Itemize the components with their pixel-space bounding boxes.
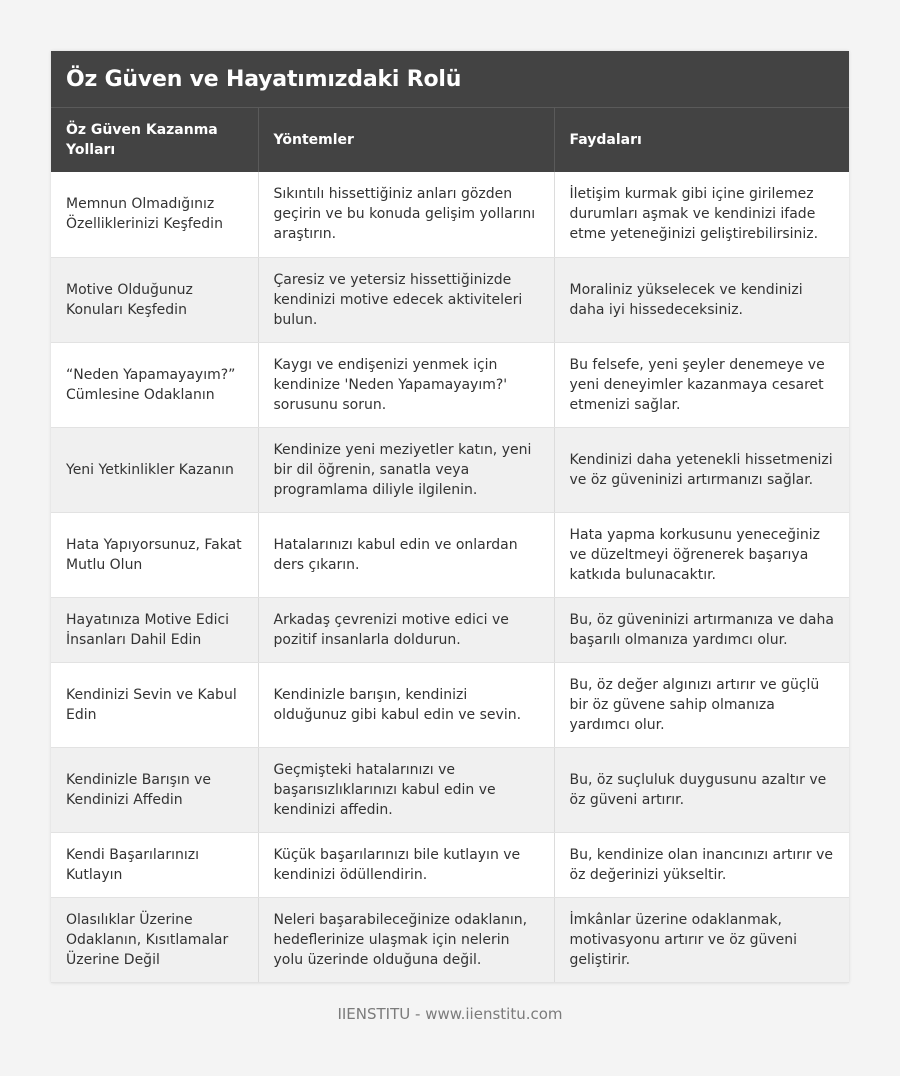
table-cell: Hatalarınızı kabul edin ve onlardan ders çıkarın. xyxy=(258,512,554,597)
data-table xyxy=(51,108,849,983)
table-cell: Sıkıntılı hissettiğiniz anları gözden geçirin ve bu konuda gelişim yollarını araştırın. xyxy=(258,172,554,257)
table-cell: Kendinizle Barışın ve Kendinizi Affedin xyxy=(51,747,258,832)
table-cell: Arkadaş çevrenizi motive edici ve pozitif insanlarla doldurun. xyxy=(258,597,554,662)
table-cell: Küçük başarılarınızı bile kutlayın ve kendinizi ödüllendirin. xyxy=(258,832,554,897)
table-row xyxy=(51,597,849,662)
table-cell: Moraliniz yükselecek ve kendinizi daha iyi hissedeceksiniz. xyxy=(554,257,849,342)
table-row xyxy=(51,427,849,512)
header-row xyxy=(51,108,849,172)
column-header-ways: Öz Güven Kazanma Yolları xyxy=(51,108,258,172)
table-row xyxy=(51,897,849,982)
table-row xyxy=(51,172,849,257)
table-cell: Çaresiz ve yetersiz hissettiğinizde kendinizi motive edecek aktiviteleri bulun. xyxy=(258,257,554,342)
table-cell: Geçmişteki hatalarınızı ve başarısızlıklarınızı kabul edin ve kendinizi affedin. xyxy=(258,747,554,832)
table-row xyxy=(51,342,849,427)
table-cell: Bu, öz değer algınızı artırır ve güçlü bir öz güvene sahip olmanıza yardımcı olur. xyxy=(554,662,849,747)
table-cell: Kendinizi daha yetenekli hissetmenizi ve öz güveninizi artırmanızı sağlar. xyxy=(554,427,849,512)
table-cell: Bu, öz güveninizi artırmanıza ve daha başarılı olmanıza yardımcı olur. xyxy=(554,597,849,662)
table-cell: Olasılıklar Üzerine Odaklanın, Kısıtlamalar Üzerine Değil xyxy=(51,897,258,982)
table-row xyxy=(51,747,849,832)
table-title: Öz Güven ve Hayatımızdaki Rolü xyxy=(66,66,462,92)
table-cell: Motive Olduğunuz Konuları Keşfedin xyxy=(51,257,258,342)
footer-credit: IIENSTITU - www.iienstitu.com xyxy=(337,1005,563,1023)
table-cell: Hata Yapıyorsunuz, Fakat Mutlu Olun xyxy=(51,512,258,597)
table-cell: Yeni Yetkinlikler Kazanın xyxy=(51,427,258,512)
table-cell: Bu, öz suçluluk duygusunu azaltır ve öz güveni artırır. xyxy=(554,747,849,832)
table-cell: Hata yapma korkusunu yeneceğiniz ve düzeltmeyi öğrenerek başarıya katkıda bulunacaktır. xyxy=(554,512,849,597)
title-bar xyxy=(51,51,849,108)
table-cell: İletişim kurmak gibi içine girilemez durumları aşmak ve kendinizi ifade etme yeteneğinizi geliştirebilirsiniz. xyxy=(554,172,849,257)
table-cell: Memnun Olmadığınız Özelliklerinizi Keşfedin xyxy=(51,172,258,257)
table-cell: Bu, kendinize olan inancınızı artırır ve öz değerinizi yükseltir. xyxy=(554,832,849,897)
table-cell: Bu felsefe, yeni şeyler denemeye ve yeni deneyimler kazanmaya cesaret etmenizi sağlar. xyxy=(554,342,849,427)
column-header-benefits: Faydaları xyxy=(569,132,642,148)
table-cell: Kendi Başarılarınızı Kutlayın xyxy=(51,832,258,897)
table-card xyxy=(51,51,849,983)
table-cell: Hayatınıza Motive Edici İnsanları Dahil Edin xyxy=(51,597,258,662)
table-cell: İmkânlar üzerine odaklanmak, motivasyonu artırır ve öz güveni geliştirir. xyxy=(554,897,849,982)
table-row xyxy=(51,662,849,747)
table-cell: “Neden Yapamayayım?” Cümlesine Odaklanın xyxy=(51,342,258,427)
table-cell: Kendinize yeni meziyetler katın, yeni bir dil öğrenin, sanatla veya programlama diliyle ilgilenin. xyxy=(258,427,554,512)
table-row xyxy=(51,512,849,597)
column-header-methods: Yöntemler xyxy=(258,108,554,172)
table-cell: Neleri başarabileceğinize odaklanın, hedeflerinize ulaşmak için nelerin yolu üzerinde olduğuna değil. xyxy=(258,897,554,982)
table-row xyxy=(51,832,849,897)
table-row xyxy=(51,257,849,342)
table-cell: Kendinizle barışın, kendinizi olduğunuz gibi kabul edin ve sevin. xyxy=(258,662,554,747)
table-cell: Kaygı ve endişenizi yenmek için kendinize 'Neden Yapamayayım?' sorusunu sorun. xyxy=(258,342,554,427)
table-cell: Kendinizi Sevin ve Kabul Edin xyxy=(51,662,258,747)
